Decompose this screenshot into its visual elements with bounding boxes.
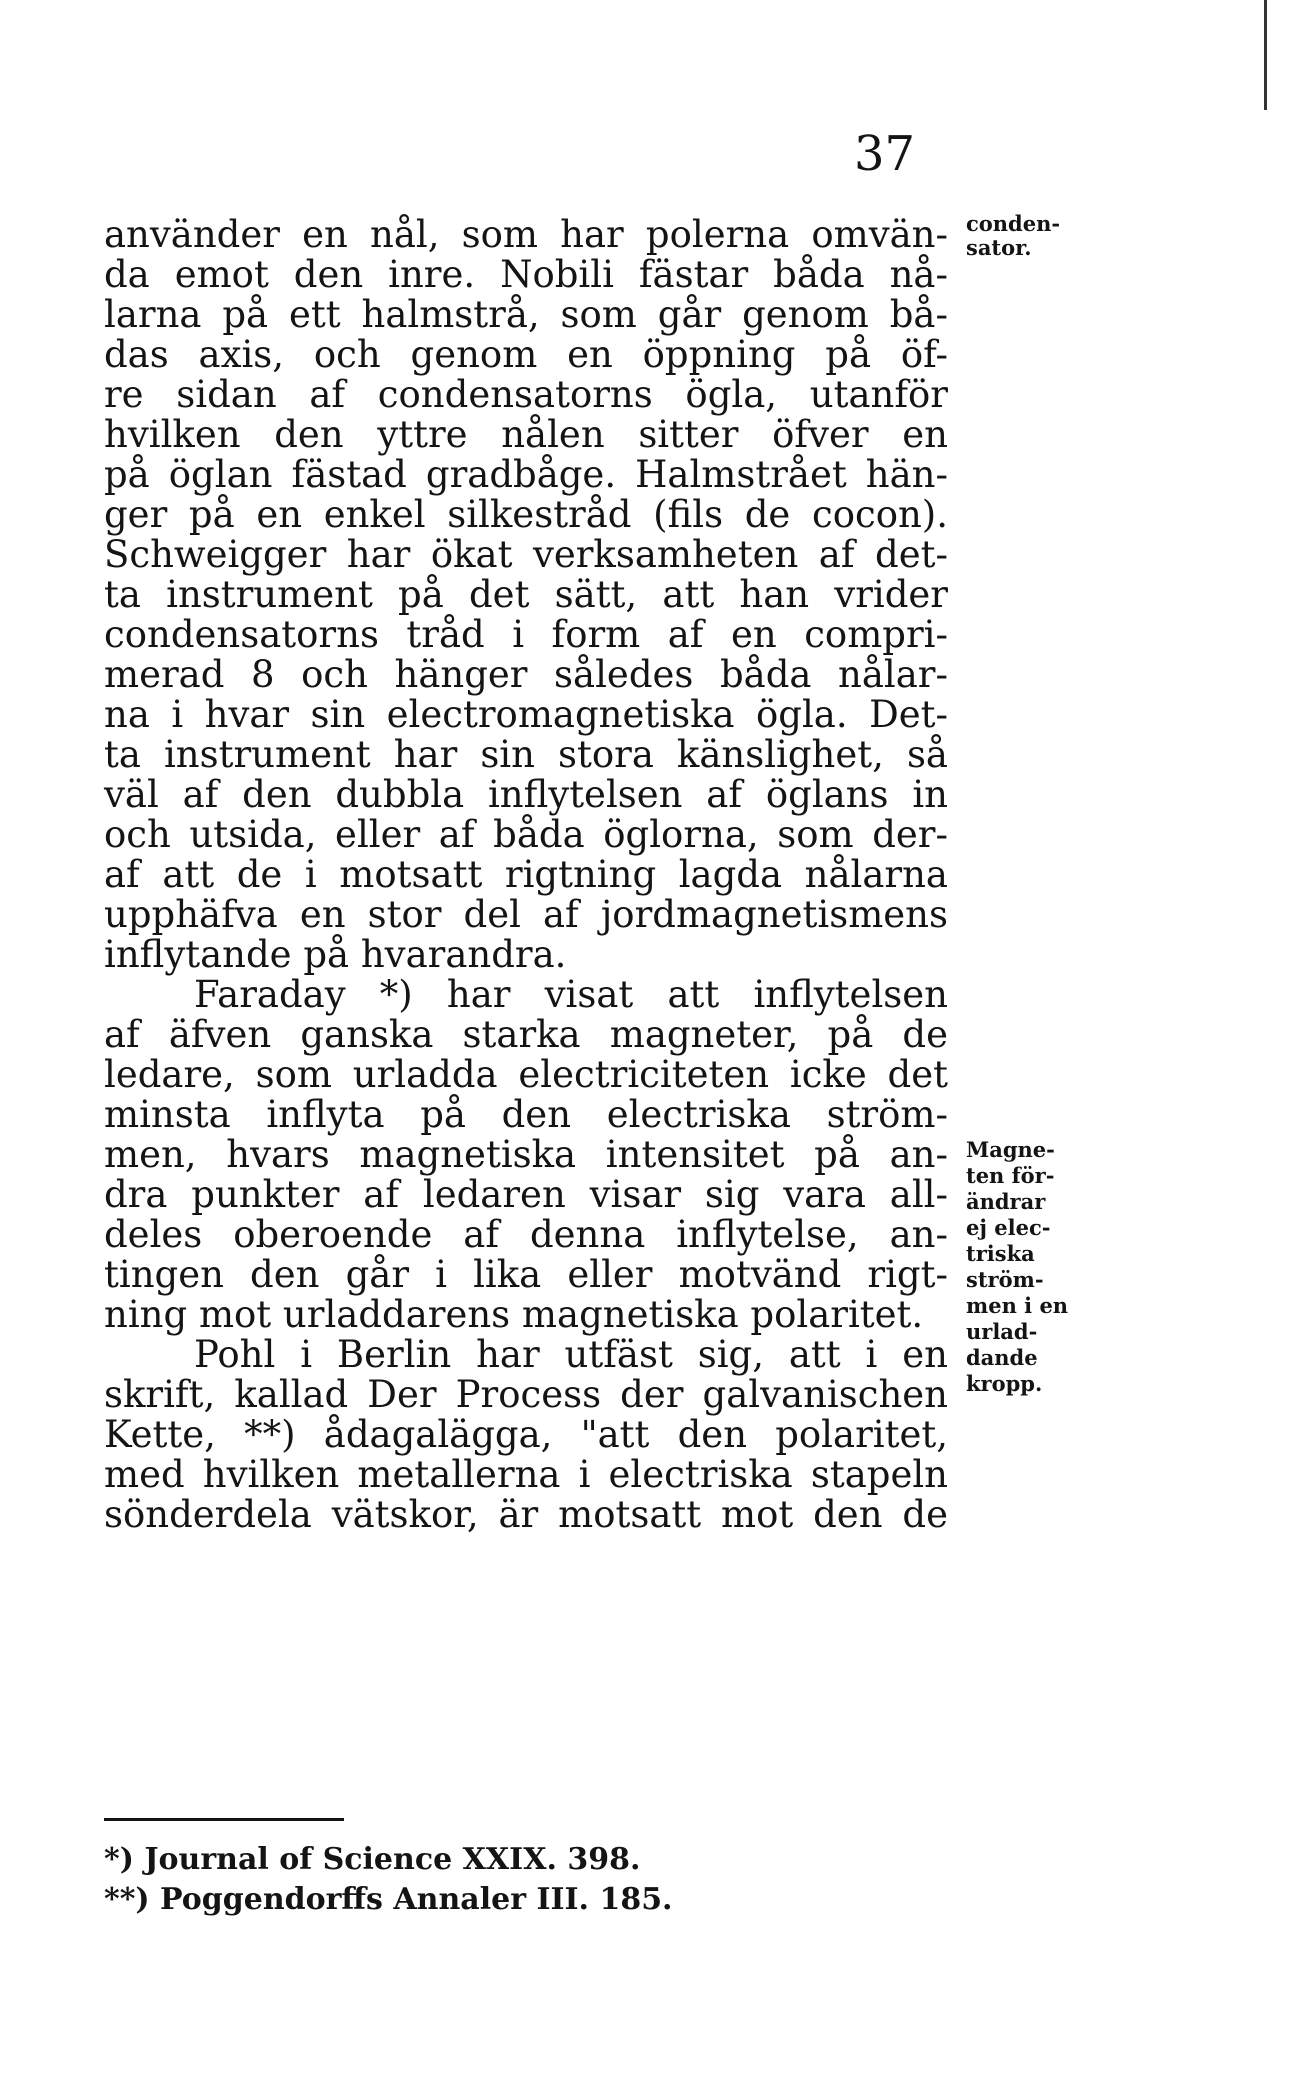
text-line: hvilken den yttre nålen sitter öfver en: [104, 413, 948, 456]
margin-note: dande: [966, 1345, 1038, 1370]
text-line: men, hvars magnetiska intensitet på an-: [104, 1133, 948, 1176]
text-line: inflytande på hvarandra.: [104, 933, 567, 976]
footnote: *) Journal of Science XXIX. 398.: [104, 1842, 641, 1877]
text-line: använder en nål, som har polerna omvän-: [104, 213, 948, 256]
text-line: das axis, och genom en öppning på öf-: [104, 333, 948, 376]
margin-note: sator.: [966, 235, 1032, 260]
text-line: dra punkter af ledaren visar sig vara all-: [104, 1173, 948, 1216]
text-line: och utsida, eller af båda öglorna, som der-: [104, 813, 948, 856]
margin-note: ten för-: [966, 1163, 1055, 1188]
text-line: med hvilken metallerna i electriska stapeln: [104, 1453, 948, 1496]
text-line: Schweigger har ökat verksamheten af det-: [104, 533, 948, 576]
text-line: ger på en enkel silkestråd (fils de cocon).: [104, 493, 948, 536]
text-line: af äfven ganska starka magneter, på de: [104, 1013, 948, 1056]
margin-note: kropp.: [966, 1371, 1043, 1396]
margin-note: men i en: [966, 1293, 1069, 1318]
text-line: sönderdela vätskor, är motsatt mot den de: [104, 1493, 948, 1536]
text-line: ledare, som urladda electriciteten icke det: [104, 1053, 948, 1096]
margin-note: Magne-: [966, 1137, 1055, 1162]
text-line: väl af den dubbla inflytelsen af öglans in: [104, 773, 948, 816]
text-line: Pohl i Berlin har utfäst sig, att i en: [194, 1333, 948, 1376]
text-line: ning mot urladdarens magnetiska polaritet.: [104, 1293, 924, 1336]
margin-note: ström-: [966, 1267, 1044, 1292]
margin-note: conden-: [966, 211, 1061, 236]
text-line: larna på ett halmstrå, som går genom bå-: [104, 293, 948, 336]
text-line: na i hvar sin electromagnetiska ögla. Det-: [104, 693, 948, 736]
text-line: minsta inflyta på den electriska ström-: [104, 1093, 948, 1136]
text-line: re sidan af condensatorns ögla, utanför: [104, 373, 948, 416]
margin-note: urlad-: [966, 1319, 1038, 1344]
text-line: tingen den går i lika eller motvänd rigt-: [104, 1253, 948, 1296]
text-line: ta instrument har sin stora känslighet, så: [104, 733, 948, 776]
text-line: condensatorns tråd i form af en compri-: [104, 613, 948, 656]
text-line: deles oberoende af denna inflytelse, an-: [104, 1213, 948, 1256]
text-line: Faraday *) har visat att inflytelsen: [194, 973, 948, 1016]
footnote: **) Poggendorffs Annaler III. 185.: [104, 1882, 673, 1917]
text-line: merad 8 och hänger således båda nålar-: [104, 653, 948, 696]
text-line: Kette, **) ådagalägga, "att den polaritet,: [104, 1413, 948, 1456]
text-line: upphäfva en stor del af jordmagnetismens: [104, 893, 948, 936]
text-line: på öglan fästad gradbåge. Halmstrået hän-: [104, 453, 948, 496]
text-line: skrift, kallad Der Process der galvanischen: [104, 1373, 948, 1416]
page-number: 37: [854, 126, 916, 182]
footnote-rule: [104, 1818, 344, 1821]
margin-note: triska: [966, 1241, 1035, 1266]
scan-edge-line: [1264, 0, 1267, 110]
text-line: af att de i motsatt rigtning lagda nålarna: [104, 853, 948, 896]
text-line: da emot den inre. Nobili fästar båda nå-: [104, 253, 948, 296]
text-line: ta instrument på det sätt, att han vrider: [104, 573, 948, 616]
margin-note: ändrar: [966, 1189, 1046, 1214]
margin-note: ej elec-: [966, 1215, 1051, 1240]
